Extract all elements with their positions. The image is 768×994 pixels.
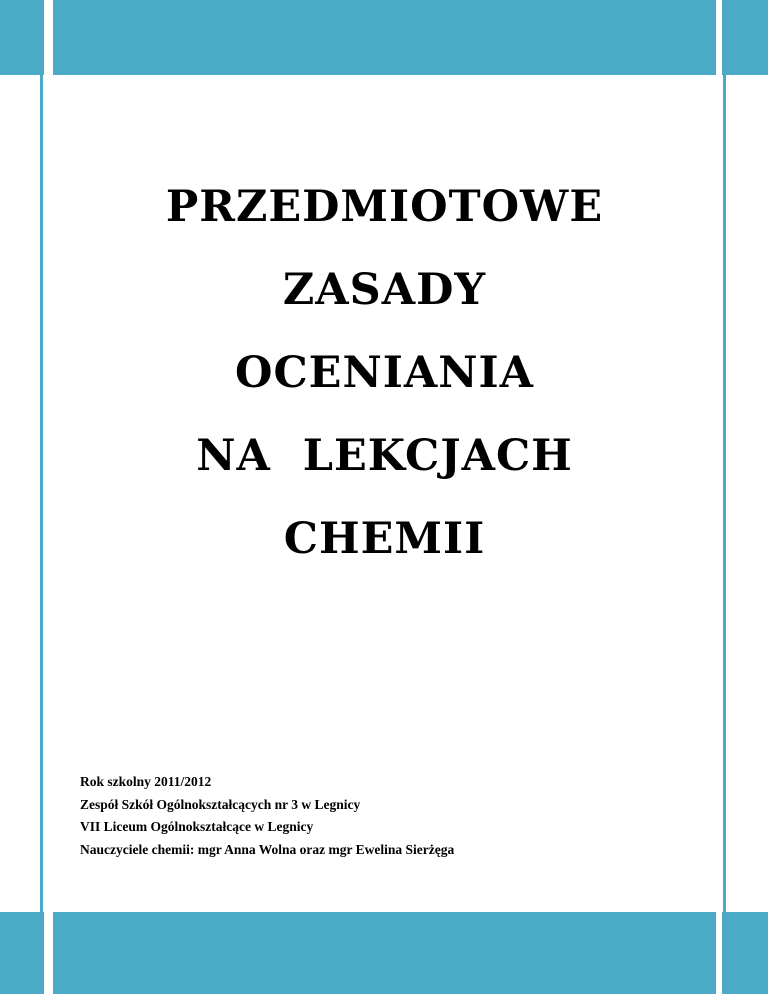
title-line-4: NA LEKCJACH [196,431,573,481]
right-decorative-rule [723,0,726,994]
title-line-5: CHEMII [283,514,486,564]
high-school-name: VII Liceum Ogólnokształcące w Legnicy [80,819,314,834]
bottom-decorative-band [0,912,768,994]
top-decorative-band [0,0,768,75]
document-title [53,166,716,581]
school-complex-name: Zespół Szkół Ogólnokształcących nr 3 w Legnicy [80,796,361,812]
school-year: Rok szkolny 2011/2012 [80,774,212,789]
left-decorative-rule [40,0,43,994]
document-info [80,771,700,861]
title-line-2: ZASADY [282,265,487,315]
teachers-line: Nauczyciele chemii: mgr Anna Wolna oraz mgr Ewelina Sierżęga [80,841,455,857]
left-margin-gap [44,0,53,994]
title-line-3: OCENIANIA [234,348,535,398]
title-line-1: PRZEDMIOTOWE [165,182,604,232]
right-margin-gap [716,0,722,994]
